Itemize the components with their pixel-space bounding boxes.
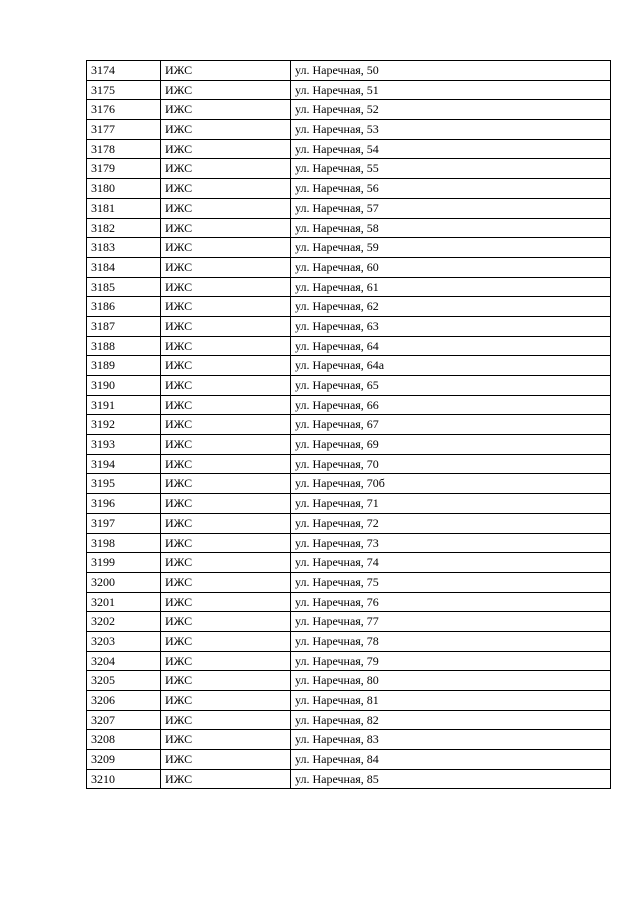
building-type-cell: ИЖС xyxy=(161,494,291,514)
row-number-cell: 3185 xyxy=(87,277,161,297)
table-row xyxy=(87,730,611,750)
table-row xyxy=(87,297,611,317)
building-type-cell: ИЖС xyxy=(161,277,291,297)
building-type-cell: ИЖС xyxy=(161,533,291,553)
table-row xyxy=(87,100,611,120)
address-cell: ул. Наречная, 82 xyxy=(291,710,611,730)
row-number-cell: 3186 xyxy=(87,297,161,317)
row-number-cell: 3180 xyxy=(87,179,161,199)
building-type-cell: ИЖС xyxy=(161,710,291,730)
address-cell: ул. Наречная, 79 xyxy=(291,651,611,671)
building-type-cell: ИЖС xyxy=(161,454,291,474)
building-type-cell: ИЖС xyxy=(161,395,291,415)
table-row xyxy=(87,553,611,573)
table-row xyxy=(87,592,611,612)
table-row xyxy=(87,80,611,100)
row-number-cell: 3175 xyxy=(87,80,161,100)
row-number-cell: 3200 xyxy=(87,572,161,592)
table-row xyxy=(87,710,611,730)
building-type-cell: ИЖС xyxy=(161,474,291,494)
address-cell: ул. Наречная, 69 xyxy=(291,435,611,455)
row-number-cell: 3195 xyxy=(87,474,161,494)
building-type-cell: ИЖС xyxy=(161,592,291,612)
address-cell: ул. Наречная, 80 xyxy=(291,671,611,691)
table-row xyxy=(87,120,611,140)
row-number-cell: 3198 xyxy=(87,533,161,553)
row-number-cell: 3194 xyxy=(87,454,161,474)
row-number-cell: 3209 xyxy=(87,750,161,770)
address-cell: ул. Наречная, 50 xyxy=(291,61,611,81)
address-cell: ул. Наречная, 56 xyxy=(291,179,611,199)
row-number-cell: 3207 xyxy=(87,710,161,730)
address-cell: ул. Наречная, 53 xyxy=(291,120,611,140)
table-row xyxy=(87,356,611,376)
address-registry-table xyxy=(86,60,611,789)
row-number-cell: 3189 xyxy=(87,356,161,376)
building-type-cell: ИЖС xyxy=(161,769,291,789)
address-cell: ул. Наречная, 74 xyxy=(291,553,611,573)
row-number-cell: 3188 xyxy=(87,336,161,356)
row-number-cell: 3191 xyxy=(87,395,161,415)
building-type-cell: ИЖС xyxy=(161,336,291,356)
address-cell: ул. Наречная, 60 xyxy=(291,257,611,277)
table-row xyxy=(87,257,611,277)
row-number-cell: 3208 xyxy=(87,730,161,750)
table-row xyxy=(87,238,611,258)
row-number-cell: 3205 xyxy=(87,671,161,691)
address-cell: ул. Наречная, 54 xyxy=(291,139,611,159)
address-cell: ул. Наречная, 76 xyxy=(291,592,611,612)
table-row xyxy=(87,494,611,514)
building-type-cell: ИЖС xyxy=(161,513,291,533)
building-type-cell: ИЖС xyxy=(161,120,291,140)
table-row xyxy=(87,277,611,297)
address-cell: ул. Наречная, 63 xyxy=(291,316,611,336)
row-number-cell: 3177 xyxy=(87,120,161,140)
table-row xyxy=(87,691,611,711)
building-type-cell: ИЖС xyxy=(161,61,291,81)
address-cell: ул. Наречная, 75 xyxy=(291,572,611,592)
row-number-cell: 3190 xyxy=(87,376,161,396)
row-number-cell: 3196 xyxy=(87,494,161,514)
row-number-cell: 3192 xyxy=(87,415,161,435)
address-cell: ул. Наречная, 55 xyxy=(291,159,611,179)
row-number-cell: 3174 xyxy=(87,61,161,81)
row-number-cell: 3204 xyxy=(87,651,161,671)
row-number-cell: 3197 xyxy=(87,513,161,533)
table-row xyxy=(87,139,611,159)
address-cell: ул. Наречная, 65 xyxy=(291,376,611,396)
table-row xyxy=(87,159,611,179)
address-cell: ул. Наречная, 61 xyxy=(291,277,611,297)
table-row xyxy=(87,513,611,533)
building-type-cell: ИЖС xyxy=(161,415,291,435)
table-row xyxy=(87,612,611,632)
row-number-cell: 3178 xyxy=(87,139,161,159)
building-type-cell: ИЖС xyxy=(161,238,291,258)
address-cell: ул. Наречная, 58 xyxy=(291,218,611,238)
table-row xyxy=(87,533,611,553)
row-number-cell: 3199 xyxy=(87,553,161,573)
building-type-cell: ИЖС xyxy=(161,139,291,159)
address-cell: ул. Наречная, 51 xyxy=(291,80,611,100)
row-number-cell: 3201 xyxy=(87,592,161,612)
table-row xyxy=(87,179,611,199)
address-cell: ул. Наречная, 59 xyxy=(291,238,611,258)
address-cell: ул. Наречная, 81 xyxy=(291,691,611,711)
address-cell: ул. Наречная, 70 xyxy=(291,454,611,474)
address-cell: ул. Наречная, 84 xyxy=(291,750,611,770)
table-row xyxy=(87,376,611,396)
address-cell: ул. Наречная, 62 xyxy=(291,297,611,317)
address-cell: ул. Наречная, 67 xyxy=(291,415,611,435)
building-type-cell: ИЖС xyxy=(161,356,291,376)
building-type-cell: ИЖС xyxy=(161,612,291,632)
building-type-cell: ИЖС xyxy=(161,750,291,770)
building-type-cell: ИЖС xyxy=(161,631,291,651)
table-row xyxy=(87,316,611,336)
address-cell: ул. Наречная, 71 xyxy=(291,494,611,514)
building-type-cell: ИЖС xyxy=(161,159,291,179)
table-row xyxy=(87,671,611,691)
building-type-cell: ИЖС xyxy=(161,572,291,592)
building-type-cell: ИЖС xyxy=(161,376,291,396)
building-type-cell: ИЖС xyxy=(161,651,291,671)
table-row xyxy=(87,474,611,494)
table-row xyxy=(87,395,611,415)
address-cell: ул. Наречная, 70б xyxy=(291,474,611,494)
row-number-cell: 3183 xyxy=(87,238,161,258)
address-cell: ул. Наречная, 52 xyxy=(291,100,611,120)
building-type-cell: ИЖС xyxy=(161,553,291,573)
building-type-cell: ИЖС xyxy=(161,100,291,120)
address-cell: ул. Наречная, 57 xyxy=(291,198,611,218)
table-row xyxy=(87,435,611,455)
table-row xyxy=(87,198,611,218)
row-number-cell: 3210 xyxy=(87,769,161,789)
row-number-cell: 3184 xyxy=(87,257,161,277)
row-number-cell: 3206 xyxy=(87,691,161,711)
building-type-cell: ИЖС xyxy=(161,297,291,317)
row-number-cell: 3203 xyxy=(87,631,161,651)
building-type-cell: ИЖС xyxy=(161,218,291,238)
building-type-cell: ИЖС xyxy=(161,198,291,218)
table-body xyxy=(87,61,611,789)
building-type-cell: ИЖС xyxy=(161,179,291,199)
address-cell: ул. Наречная, 66 xyxy=(291,395,611,415)
building-type-cell: ИЖС xyxy=(161,316,291,336)
building-type-cell: ИЖС xyxy=(161,80,291,100)
table-row xyxy=(87,651,611,671)
row-number-cell: 3182 xyxy=(87,218,161,238)
address-cell: ул. Наречная, 64 xyxy=(291,336,611,356)
table-row xyxy=(87,750,611,770)
row-number-cell: 3193 xyxy=(87,435,161,455)
building-type-cell: ИЖС xyxy=(161,730,291,750)
building-type-cell: ИЖС xyxy=(161,691,291,711)
row-number-cell: 3181 xyxy=(87,198,161,218)
table-row xyxy=(87,336,611,356)
table-row xyxy=(87,572,611,592)
building-type-cell: ИЖС xyxy=(161,435,291,455)
address-cell: ул. Наречная, 72 xyxy=(291,513,611,533)
address-cell: ул. Наречная, 77 xyxy=(291,612,611,632)
table-row xyxy=(87,631,611,651)
building-type-cell: ИЖС xyxy=(161,671,291,691)
table-row xyxy=(87,218,611,238)
row-number-cell: 3176 xyxy=(87,100,161,120)
table-row xyxy=(87,415,611,435)
address-cell: ул. Наречная, 78 xyxy=(291,631,611,651)
address-cell: ул. Наречная, 64а xyxy=(291,356,611,376)
address-cell: ул. Наречная, 85 xyxy=(291,769,611,789)
table-row xyxy=(87,61,611,81)
address-cell: ул. Наречная, 73 xyxy=(291,533,611,553)
building-type-cell: ИЖС xyxy=(161,257,291,277)
table-row xyxy=(87,769,611,789)
row-number-cell: 3202 xyxy=(87,612,161,632)
row-number-cell: 3179 xyxy=(87,159,161,179)
row-number-cell: 3187 xyxy=(87,316,161,336)
table-row xyxy=(87,454,611,474)
address-cell: ул. Наречная, 83 xyxy=(291,730,611,750)
